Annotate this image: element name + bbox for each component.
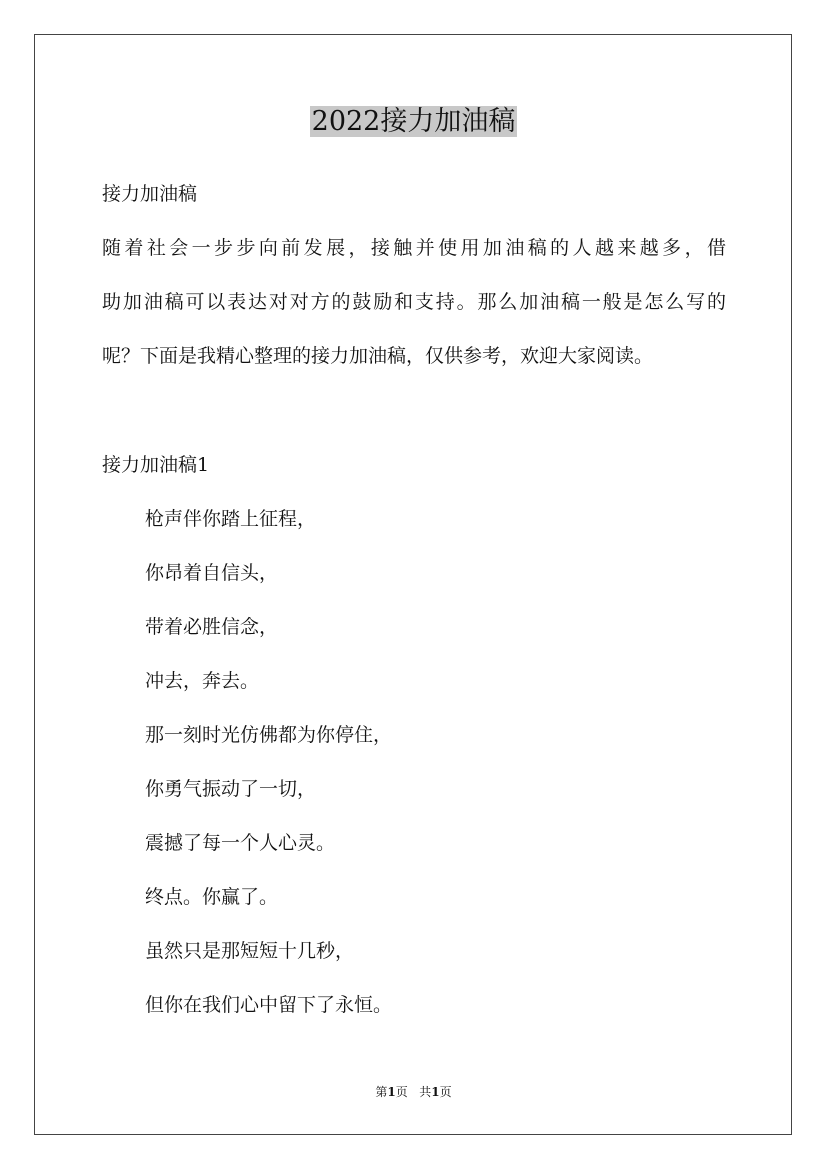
intro-line-3: 呢？下面是我精心整理的接力加油稿，仅供参考，欢迎大家阅读。 — [102, 345, 654, 367]
poem-line: 带着必胜信念， — [145, 616, 279, 638]
poem-line: 你昂着自信头， — [145, 562, 279, 584]
page-footer — [0, 1084, 827, 1100]
poem-line: 那一刻时光仿佛都为你停住， — [145, 724, 393, 746]
section-heading: 接力加油稿1 — [102, 454, 210, 476]
page-prefix: 第 — [375, 1085, 388, 1099]
total-pages: 1 — [431, 1085, 440, 1099]
intro-line-2: 助加油稿可以表达对对方的鼓励和支持。那么加油稿一般是怎么写的 — [102, 291, 726, 313]
subtitle: 接力加油稿 — [102, 183, 198, 205]
page-suffix: 页 — [395, 1085, 408, 1099]
poem-line: 你勇气振动了一切， — [145, 778, 317, 800]
document-title-block — [0, 103, 827, 141]
poem-line: 冲去，奔去。 — [145, 670, 260, 692]
poem-line: 枪声伴你踏上征程， — [145, 508, 317, 530]
intro-line-1: 随着社会一步步向前发展，接触并使用加油稿的人越来越多，借 — [102, 237, 726, 259]
poem-line: 虽然只是那短短十几秒， — [145, 940, 355, 962]
document-title: 2022接力加油稿 — [311, 106, 516, 137]
poem-line: 震撼了每一个人心灵。 — [145, 832, 336, 854]
poem-line: 终点。你赢了。 — [145, 886, 279, 908]
total-suffix: 页 — [439, 1085, 452, 1099]
poem-line: 但你在我们心中留下了永恒。 — [145, 994, 393, 1016]
page-number: 1 — [387, 1085, 396, 1099]
total-prefix: 共 — [419, 1085, 432, 1099]
